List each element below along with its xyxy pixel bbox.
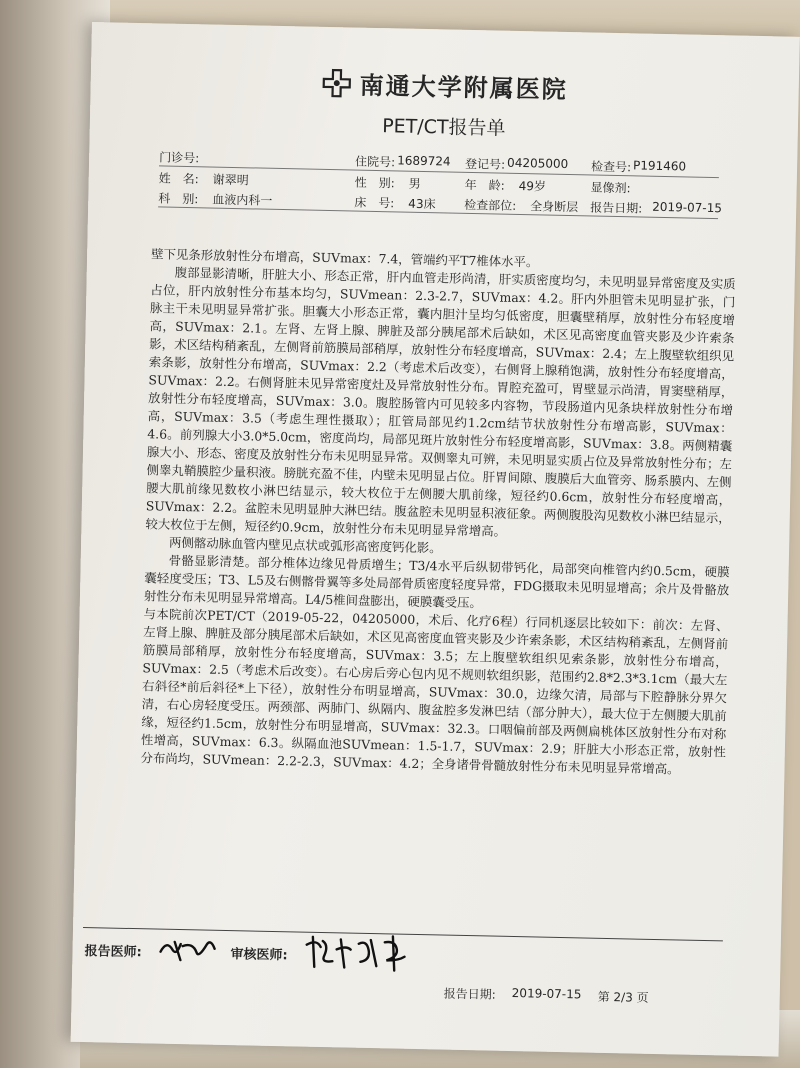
dept-label: 科 别: bbox=[158, 191, 199, 207]
agent-label: 显像剂: bbox=[590, 180, 631, 196]
finding-paragraph: 两侧髂动脉血管内壁见点状或弧形高密度钙化影。 bbox=[168, 534, 442, 556]
name-label: 姓 名: bbox=[158, 171, 199, 187]
finding-paragraph: 腹部显影清晰，肝脏大小、形态正常，肝内血管走形尚清，肝实质密度均匀，未见明显异常密度及实质占位，肝内放射性分布基本均匀，SUVmean：2.3-2.7，SUVmax：4.2。肝内外胆管未见明显扩张，门脉主干未见明显异常扩张。胆囊大小形态正常，囊内胆汁呈均匀低密度，胆囊壁稍厚，放射性分布轻度增高，SUVmax：2.1。左肾、左肾上腺、脾脏及部分胰尾部术后缺如，术区见高密度血管夹影及少许索条影，术区结构稍紊乱，左侧肾前筋膜局部稍厚，放射性分布轻度增高，SUVmax：2.4；左上腹壁软组织见索条影，放射性分布增高，SUVmax：2.2（考虑术后改变），右侧肾上腺稍饱满，放射性分布轻度增高，SUVmax：2.2。右侧肾脏未见异常密度灶及异常放射性分布。胃腔充盈可，胃壁显示尚清，胃窦壁稍厚，放射性分布轻度增高，SUVmax：3.0。腹腔肠管内可见较多内容物，节段肠道内见条块样放射性分布增高，SUVmax：3.5（考虑生理性摄取）；肛管局部见约1.2cm结节状放射性分布增高影，SUVmax：4.6。前列腺大小3.0*5.0cm，密度尚均，局部见斑片放射性分布轻度增高影，SUVmax：3.8。两侧精囊腺大小、形态、密度及放射性分布未见明显异常。双侧睾丸可辨，未见明显实质占位及异常放射性分布；左侧睾丸鞘膜腔少量积液。膀胱充盈不佳，内壁未见明显占位。肝胃间隙、腹膜后大血管旁、肠系膜内、左侧腰大肌前缘见数枚小淋巴结显示，较大枚位于左侧腰大肌前缘，短径约0.6cm，放射性分布轻度增高，SUVmax：2.2。盆腔未见明显肿大淋巴结。腹盆腔未见明显积液征象。两侧腹股沟见数枚小淋巴结显示，较大枚位于左侧，短径约0.9cm，放射性分布未见明显异常增高。 bbox=[145, 264, 736, 539]
hospital-logo bbox=[321, 65, 568, 105]
report-title: PET/CT报告单 bbox=[381, 114, 506, 140]
reviewer-signature-icon bbox=[300, 931, 421, 976]
patient-bed: 43床 bbox=[408, 196, 436, 212]
register-label: 登记号: bbox=[464, 156, 506, 172]
doctor-signature-icon bbox=[156, 932, 221, 967]
finding-paragraph: 骨骼显影清楚。部分椎体边缘见骨质增生；T3/4水平后纵韧带钙化，局部突向椎管内约0.5cm，硬膜囊轻度受压；T3、L5及右侧髂骨翼等多处局部骨质密度轻度异常，FDG摄取未见明显增高；余片及骨骼放射性分布未见明显异常增高。L4/5椎间盘膨出，硬膜囊受压。 bbox=[143, 552, 730, 611]
exam-no: P191460 bbox=[632, 158, 687, 174]
inpatient-label: 住院号: bbox=[354, 154, 396, 170]
hospital-cross-icon bbox=[321, 67, 352, 98]
sex-label: 性 别: bbox=[354, 175, 395, 191]
age-label: 年 龄: bbox=[464, 177, 505, 193]
exam-label: 检查号: bbox=[590, 159, 632, 175]
register-no: 04205000 bbox=[506, 155, 569, 172]
report-date: 2019-07-15 bbox=[652, 199, 723, 216]
reviewer-label: 审核医师: bbox=[230, 947, 288, 964]
doctor-label: 报告医师: bbox=[84, 944, 142, 961]
finding-paragraph: 壁下见条形放射性分布增高，SUVmax：7.4，管端约平T7椎体水平。 bbox=[151, 246, 539, 270]
exam-site: 全身断层 bbox=[530, 199, 579, 215]
finding-paragraph: 与本院前次PET/CT（2019-05-22，04205000，术后、化疗6程）行同机逐层比较如下：前次：左肾、左肾上腺、脾脏及部分胰尾部术后缺如，术区见高密度血管夹影及少许索条影，术区结构稍紊乱，左侧肾前筋膜局部稍厚，放射性分布轻度增高，SUVmax：3.5；左上腹壁软组织见索条影，放射性分布增高，SUVmax：2.5（考虑术后改变）。右心房后旁心包内见不规则软组织影，范围约2.8*2.3*3.1cm（最大左右斜径*前后斜径*上下径），放射性分布明显增高，SUVmax：30.0，边缘欠清，局部与下腔静脉分界欠清，右心房轻度受压。两颈部、两肺门、纵隔内、腹盆腔多发淋巴结（部分肿大），最大位于左侧腰大肌前缘，短径约1.5cm，放射性分布明显增高，SUVmax：32.3。口咽偏前部及两侧扁桃体区放射性分布对称性增高，SUVmax：6.3。纵隔血池SUVmean：1.5-1.7，SUVmax：2.9；肝脏大小形态正常，放射性分布尚均，SUVmean：2.2-2.3，SUVmax：4.2；全身诸骨骨髓放射性分布未见明显异常增高。 bbox=[140, 606, 729, 777]
outpatient-label: 门诊号: bbox=[159, 150, 200, 166]
patient-dept: 血液内科一 bbox=[212, 192, 273, 208]
patient-info bbox=[158, 145, 723, 219]
report-page bbox=[71, 22, 800, 1057]
report-header bbox=[90, 60, 799, 146]
inpatient-no: 1689724 bbox=[397, 153, 451, 169]
patient-name: 谢翠明 bbox=[212, 172, 249, 188]
page-number: 第 2/3 页 bbox=[597, 989, 649, 1005]
report-findings bbox=[140, 245, 736, 779]
patient-sex: 男 bbox=[408, 176, 421, 191]
hospital-name: 南通大学附属医院 bbox=[359, 70, 568, 104]
report-date-label: 报告日期: bbox=[590, 200, 643, 216]
footer-date: 2019-07-15 bbox=[511, 986, 582, 1002]
patient-age: 49岁 bbox=[518, 178, 547, 194]
footer-date-label: 报告日期: bbox=[443, 986, 496, 1002]
site-label: 检查部位: bbox=[464, 197, 517, 213]
bed-label: 床 号: bbox=[354, 195, 395, 211]
